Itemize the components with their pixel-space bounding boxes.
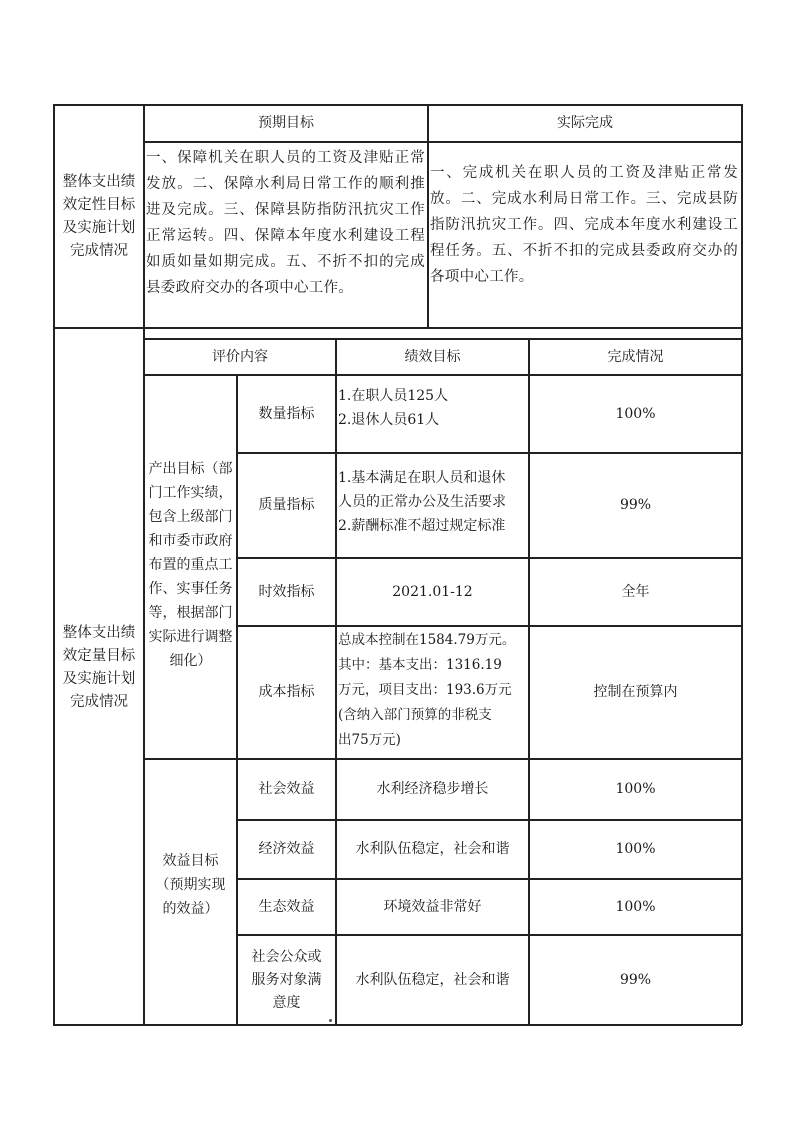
economic-status: 100% bbox=[615, 841, 656, 858]
sec1-header-expected: 预期目标 bbox=[258, 115, 314, 132]
timeliness-target: 2021.01-12 bbox=[392, 583, 473, 600]
ecological-indicator: 生态效益 bbox=[258, 898, 315, 915]
social-indicator: 社会效益 bbox=[258, 781, 315, 798]
economic-indicator: 经济效益 bbox=[258, 841, 315, 858]
header-target: 绩效目标 bbox=[404, 348, 461, 365]
sec1-header-actual: 实际完成 bbox=[557, 115, 613, 132]
cost-status: 控制在预算内 bbox=[593, 684, 678, 701]
quality-target-line: 1.基本满足在职人员和退休 bbox=[338, 470, 506, 486]
quality-indicator: 质量指标 bbox=[258, 497, 315, 514]
quantity-status: 100% bbox=[615, 405, 656, 422]
rule-table-bottom bbox=[53, 1024, 742, 1026]
header-status: 完成情况 bbox=[607, 348, 664, 365]
rule-sec1-header bbox=[143, 141, 742, 143]
ecological-target: 环境效益非常好 bbox=[383, 898, 482, 915]
cost-target-line: 总成本控制在1584.79万元。 bbox=[338, 632, 516, 648]
quality-targets bbox=[338, 466, 527, 538]
cost-target-line: 出75万元) bbox=[338, 732, 401, 748]
cost-targets bbox=[338, 628, 527, 753]
quantity-target-line: 2.退休人员61人 bbox=[338, 412, 440, 428]
quality-target-line: 2.薪酬标准不超过规定标准 bbox=[338, 518, 506, 534]
quantity-targets bbox=[338, 384, 527, 432]
sec1-expected-text: 一、保障机关在职人员的工资及津贴正常发放。二、保障水利局日常工作的顺利推进及完成。三、保障县防指防汛抗灾工作正常运转。四、保障本年度水利建设工程如质如量如期完成。五、不折不扣的完成县委政府交办的各项中心工作。 bbox=[146, 150, 425, 296]
satisfaction-target: 水利队伍稳定，社会和谐 bbox=[355, 971, 510, 988]
social-status: 100% bbox=[615, 781, 656, 798]
cost-indicator: 成本指标 bbox=[258, 684, 315, 701]
quality-status: 99% bbox=[619, 497, 652, 514]
scan-speck bbox=[329, 1019, 332, 1022]
economic-target: 水利队伍稳定，社会和谐 bbox=[355, 841, 510, 858]
quantity-target-line: 1.在职人员125人 bbox=[338, 388, 449, 404]
timeliness-status: 全年 bbox=[621, 583, 650, 600]
quality-target-line: 人员的正常办公及生活要求 bbox=[338, 494, 506, 510]
cost-target-line: 其中：基本支出：1316.19 bbox=[338, 657, 502, 673]
rule-right bbox=[741, 104, 743, 1025]
cost-target-line: 万元，项目支出：193.6万元 bbox=[338, 682, 512, 698]
satisfaction-status: 99% bbox=[619, 971, 652, 988]
ecological-status: 100% bbox=[615, 898, 656, 915]
sec1-label: 整体支出绩效定性目标及实施计划完成情况 bbox=[62, 173, 136, 259]
quantity-indicator: 数量指标 bbox=[258, 405, 315, 422]
sec2-label: 整体支出绩效定量目标及实施计划完成情况 bbox=[62, 624, 136, 710]
benefit-group-label: 效益目标（预期实现的效益） bbox=[155, 853, 226, 917]
satisfaction-indicator: 社会公众或服务对象满意度 bbox=[251, 948, 322, 1011]
header-content: 评价内容 bbox=[212, 348, 268, 365]
social-target: 水利经济稳步增长 bbox=[376, 781, 489, 798]
timeliness-indicator: 时效指标 bbox=[258, 583, 315, 600]
cost-target-line: (含纳入部门预算的非税支 bbox=[338, 707, 492, 723]
rule-sec1-bottom bbox=[53, 327, 742, 329]
sec1-actual-text: 一、完成机关在职人员的工资及津贴正常发放。二、完成水利局日常工作。三、完成县防指防汛抗灾工作。四、完成本年度水利建设工程任务。五、不折不扣的完成县委政府交办的各项中心工作。 bbox=[430, 165, 738, 285]
output-group-label: 产出目标（部门工作实绩，包含上级部门和市委市政府布置的重点工作、实事任务等，根据部门实际进行调整细化） bbox=[148, 461, 233, 669]
